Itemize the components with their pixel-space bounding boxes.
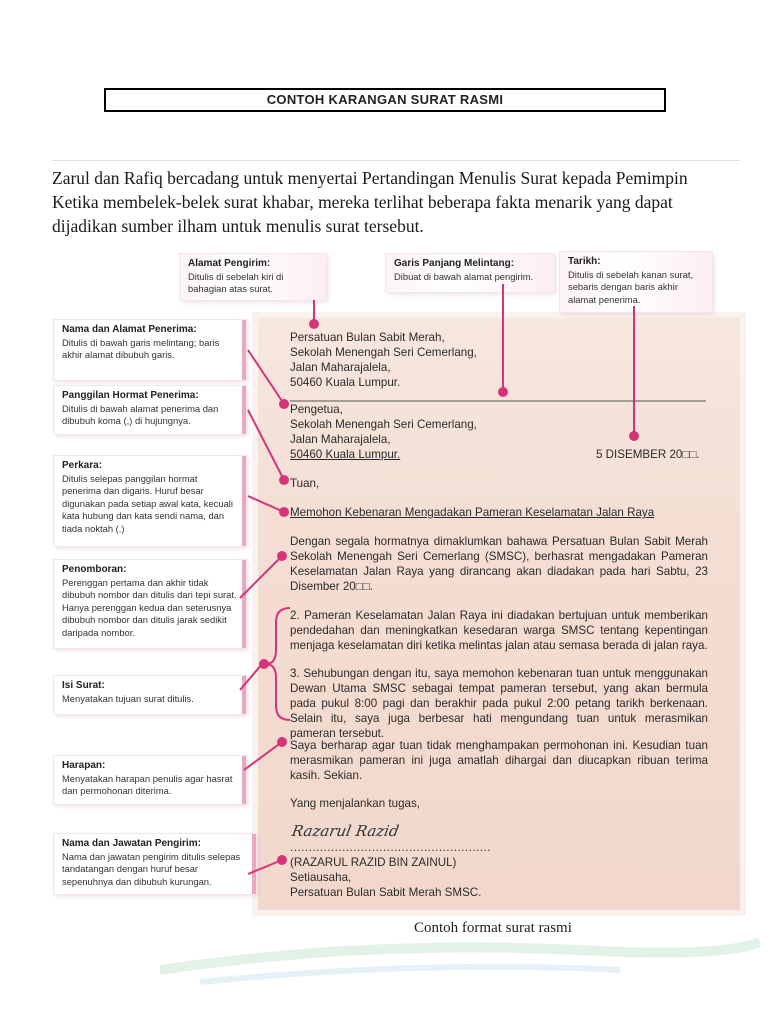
address-line: Sekolah Menengah Seri Cemerlang,: [290, 346, 477, 359]
address-line: 50460 Kuala Lumpur.: [290, 448, 401, 461]
note-text: Perenggan pertama dan akhir tidak dibubuh nombor dan ditulis dari tepi surat. Hanya perenggan kedua dan seterusnya dibubuh nombor dan ditulis jarak sedikit daripada nombor.: [62, 576, 237, 638]
marker-dot: [629, 431, 639, 441]
marker-dot: [277, 737, 287, 747]
note-heading: Perkara:: [62, 460, 103, 471]
paragraph-3: 3. Sehubungan dengan itu, saya memohon kebenaran tuan untuk menggunakan Dewan Utama SMSC sebagai tempat pameran tersebut, yang akan bermula pada pukul 8:00 pagi dan berakhir pada pukul 2:00 petang tarikh berkenaan. Selain itu, saya juga berbesar hati mengundang tuan untuk merasmikan pameran tersebut.: [290, 667, 708, 740]
decorative-swoosh: [160, 930, 760, 990]
note-text: Ditulis selepas panggilan hormat penerima dan digaris. Huruf besar digunakan pada setiap awal kata, kecuali kata hubung dan kata sendi nama, dan tiada noktah (.): [62, 472, 233, 534]
paragraph-2: 2. Pameran Keselamatan Jalan Raya ini diadakan bertujuan untuk memberikan pendedahan dan meningkatkan kesedaran warga SMSC tentang kepentingan menjaga keselamatan diri ketika melintas jalan atau semasa berada di jalan raya.: [290, 609, 708, 652]
note-text: Ditulis di bawah garis melintang; baris akhir alamat dibubuh garis.: [62, 336, 220, 360]
note-text: Ditulis di sebelah kanan surat, sebaris dengan baris akhir alamat penerima.: [568, 268, 694, 305]
intro-line: Ketika membelek-belek surat khabar, mereka terlihat beberapa fakta menarik yang dapat: [52, 192, 673, 212]
sender-name: [290, 855, 481, 900]
note-heading: Panggilan Hormat Penerima:: [62, 390, 199, 401]
paragraph-4: Saya berharap agar tuan tidak menghampakan permohonan ini. Kesudian tuan merasmikan pameran ini juga amatlah dihargai dan diucapkan ribuan terima kasih. Sekian.: [290, 739, 708, 782]
recipient-address: [290, 402, 477, 462]
salutation: Tuan,: [290, 477, 320, 490]
marker-dot: [277, 551, 287, 561]
org-line: Persatuan Bulan Sabit Merah SMSC.: [290, 886, 482, 899]
address-line: Persatuan Bulan Sabit Merah,: [290, 331, 445, 344]
note-heading: Alamat Pengirim:: [188, 258, 271, 269]
marker-dot: [277, 855, 287, 865]
note-text: Ditulis di sebelah kiri di bahagian atas surat.: [188, 270, 284, 294]
note-text: Nama dan jawatan pengirim ditulis selepas tandatangan dengan huruf besar sepenuhnya dan dibubuh kurungan.: [62, 850, 241, 887]
marker-dot: [279, 399, 289, 409]
note-heading: Nama dan Alamat Penerima:: [62, 324, 197, 335]
note-text: Ditulis di bawah alamat penerima dan dibubuh koma (,) di hujungnya.: [62, 402, 219, 426]
figure-caption: Contoh format surat rasmi: [414, 920, 572, 936]
address-line: Jalan Maharajalela,: [290, 433, 391, 446]
sender-address: [290, 330, 477, 390]
letter-date: 5 DISEMBER 20□□.: [596, 448, 700, 461]
note-heading: Nama dan Jawatan Pengirim:: [62, 838, 201, 849]
address-line: 50460 Kuala Lumpur.: [290, 376, 401, 389]
marker-dot: [309, 319, 319, 329]
address-line: Pengetua,: [290, 403, 343, 416]
note-heading: Isi Surat:: [62, 680, 105, 691]
intro-line: dijadikan sumber ilham untuk menulis surat tersebut.: [52, 216, 424, 236]
address-line: Jalan Maharajalela,: [290, 361, 391, 374]
signature: Razarul Razid: [290, 822, 401, 840]
note-heading: Tarikh:: [568, 256, 601, 267]
signature-dotted-line: ......................................................: [290, 841, 491, 854]
note-text: Menyatakan tujuan surat ditulis.: [62, 692, 194, 704]
marker-dot: [259, 659, 269, 669]
page-title: CONTOH KARANGAN SURAT RASMI: [104, 88, 666, 112]
intro-line: Zarul dan Rafiq bercadang untuk menyertai Pertandingan Menulis Surat kepada Pemimpin: [52, 168, 688, 188]
note-text: Menyatakan harapan penulis agar hasrat dan permohonan diterima.: [62, 772, 233, 796]
paragraph-1: Dengan segala hormatnya dimaklumkan bahawa Persatuan Bulan Sabit Merah Sekolah Menengah Seri Cemerlang (SMSC), berhasrat mengadakan Pameran Keselamatan Jalan Raya yang dirancang akan diadakan pada hari Sabtu, 23 Disember 20□□.: [290, 535, 708, 593]
note-heading: Harapan:: [62, 760, 106, 771]
closing: Yang menjalankan tugas,: [290, 797, 420, 810]
address-line: Sekolah Menengah Seri Cemerlang,: [290, 418, 477, 431]
marker-dot: [279, 507, 289, 517]
note-text: Dibuat di bawah alamat pengirim.: [394, 270, 534, 282]
note-heading: Penomboran:: [62, 564, 127, 575]
name-line: (RAZARUL RAZID BIN ZAINUL): [290, 856, 457, 869]
marker-dot: [279, 475, 289, 485]
letter-subject: Memohon Kebenaran Mengadakan Pameran Keselamatan Jalan Raya: [290, 506, 655, 519]
position-line: Setiausaha,: [290, 871, 352, 884]
marker-dot: [498, 387, 508, 397]
note-heading: Garis Panjang Melintang:: [394, 258, 515, 269]
